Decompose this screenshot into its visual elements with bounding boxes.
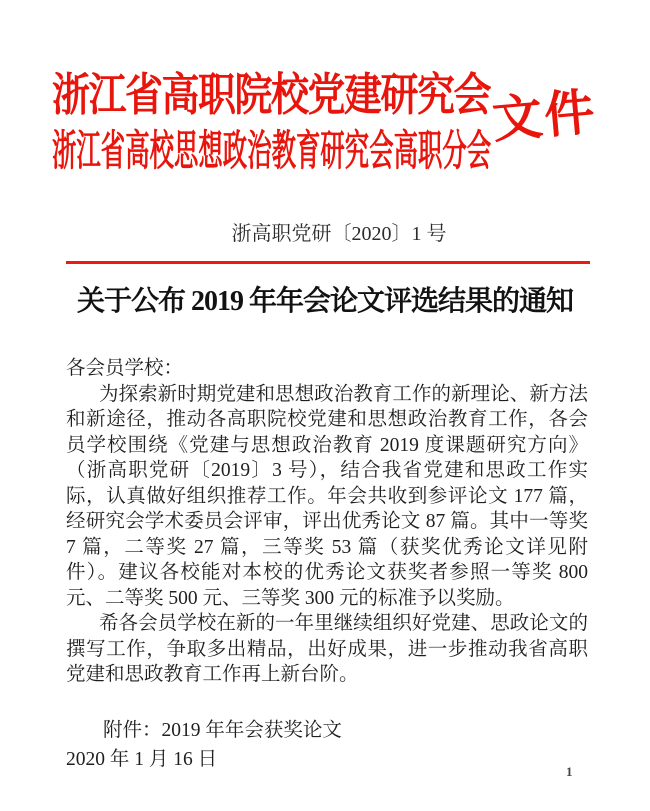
letterhead-org-name-primary: 浙江省高职院校党建研究会: [52, 70, 491, 121]
doc-number: 浙高职党研〔2020〕1 号: [231, 223, 447, 245]
attachment-line: 附件：2019 年年会获奖论文: [103, 719, 342, 741]
document-title: 关于公布 2019 年年会论文评选结果的通知: [76, 286, 573, 317]
salutation: 各会员学校：: [66, 358, 184, 379]
letterhead-doc-type-label: 文件: [490, 83, 599, 149]
page-number: 1: [566, 764, 573, 779]
red-divider: [66, 261, 590, 264]
body-paragraph-2: 希各会员学校在新的一年里继续组织好党建、思政论文的撰写工作，争取多出精品，出好成果，进一步推动我省高职党建和思政教育工作再上新台阶。: [66, 613, 588, 685]
date-line: 2020 年 1 月 16 日: [66, 749, 218, 770]
letterhead-org-name-secondary: 浙江省高校思想政治教育研究会高职分会: [52, 127, 492, 175]
document-body: [66, 356, 588, 773]
body-paragraph-1: 为探索新时期党建和思想政治教育工作的新理论、新方法和新途径，推动各高职院校党建和思想政治教育工作，各会员学校围绕《党建与思想政治教育 2019 度课题研究方向》（浙高职党研〔2019〕3 号），结合我省党建和思政工作实际，认真做好组织推荐工作。年会共收到参评论文 177 篇，经研究会学术委员会评审，评出优秀论文 87 篇。其中一等奖 7 篇，二等奖 27 篇，三等奖 53 篇（获奖优秀论文详见附件）。建议各校能对本校的优秀论文获奖者参照一等奖 800 元、二等奖 500 元、三等奖 300 元的标准予以奖励。: [66, 383, 588, 609]
